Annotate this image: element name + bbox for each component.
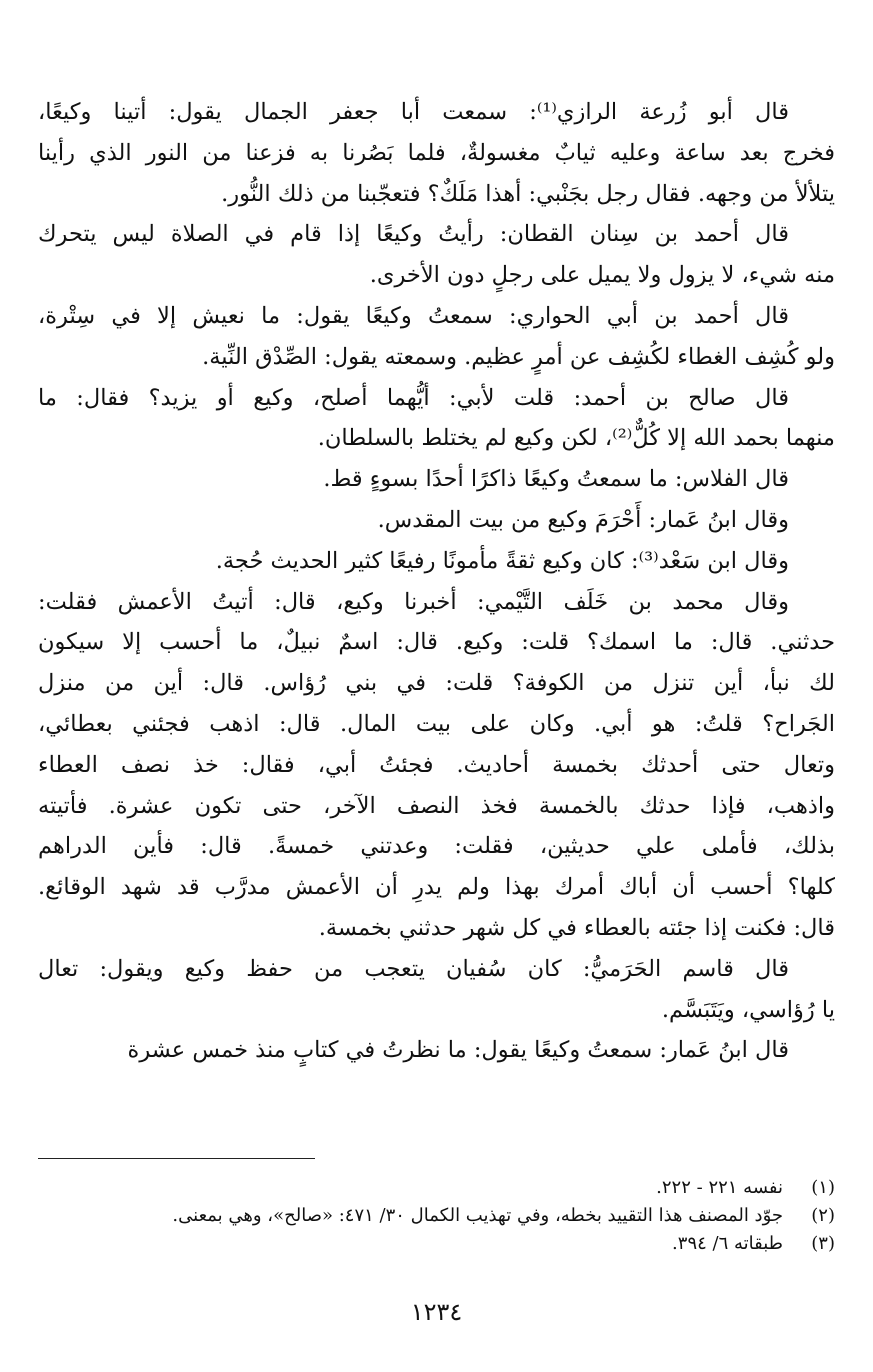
footnote-separator: [38, 1158, 315, 1159]
text-line: قال صالح بن أحمد: قلت لأبي: أيُّهما أصلح، وكيع أو يزيد؟ فقال: ما: [38, 384, 789, 411]
paragraph: [38, 214, 835, 296]
text-line: يتلألأ من وجهه. فقال رجل بجَنْبي: أهذا مَلَكٌ؟ فتعجّبنا من ذلك النُّور.: [221, 180, 835, 207]
text-line: يا رُؤاسي، ويَتَبَسَّم.: [661, 996, 835, 1023]
main-text: [38, 92, 835, 1071]
text-line: قال أبو زُرعة الرازي⁽¹⁾: سمعت أبا جعفر الجمال يقول: أتينا وكيعًا،: [38, 99, 790, 125]
text-line: بذلك، فأملى علي حديثين، فقلت: وعدتني خمسةً. قال: فأين الدراهم: [38, 833, 835, 860]
book-page: [38, 92, 835, 1352]
footnote-number: (٣): [811, 1233, 835, 1254]
text-line: كلها؟ أحسب أن أباك أمرك بهذا ولم يدرِ أن الأعمش مدرَّب قد شهد الوقائع.: [38, 874, 835, 901]
text-line: وقال ابن سَعْد⁽³⁾: كان وكيع ثقةً مأمونًا رفيعًا كثير الحديث حُجة.: [215, 547, 789, 574]
page-number: ١٢٣٤: [410, 1298, 463, 1326]
paragraph: [38, 582, 835, 949]
text-line: الجَراح؟ قلتُ: هو أبي. وكان على بيت المال. قال: اذهب فجئني بعطائي،: [38, 710, 835, 737]
paragraph: [38, 378, 835, 460]
footnote: [38, 1230, 835, 1258]
text-line: قال أحمد بن أبي الحواري: سمعتُ وكيعًا يقول: ما نعيش إلا في سِتْرة،: [38, 302, 789, 329]
footnote: [38, 1174, 835, 1202]
text-line: قال: فكنت إذا جئته بالعطاء في كل شهر حدثني بخمسة.: [318, 914, 835, 941]
text-line: قال أحمد بن سِنان القطان: رأيتُ وكيعًا إذا قام في الصلاة ليس يتحرك: [38, 221, 789, 248]
text-line: منه شيء، لا يزول ولا يميل على رجلٍ دون الأخرى.: [369, 262, 835, 289]
footnote-number: (١): [811, 1177, 835, 1198]
text-line: وتعال حتى أحدثك بخمسة أحاديث. فجئتُ أبي، فقال: خذ نصف العطاء: [38, 751, 835, 778]
text-line: حدثني. قال: ما اسمك؟ قلت: وكيع. قال: اسمٌ نبيلٌ، ما أحسب إلا سيكون: [38, 629, 835, 656]
paragraph: [38, 1030, 835, 1071]
paragraph: [38, 296, 835, 378]
text-line: واذهب، فإذا حدثك بالخمسة فخذ النصف الآخر، حتى تكون عشرة. فأتيته: [38, 792, 835, 819]
footnote-text: نفسه ٢٢١ - ٢٢٢.: [656, 1177, 783, 1198]
text-line: وقال ابنُ عَمار: أَحْرَمَ وكيع من بيت المقدس.: [377, 506, 789, 533]
footnote-text: جوّد المصنف هذا التقييد بخطه، وفي تهذيب الكمال ٣٠/ ٤٧١: «صالح»، وهي بمعنى.: [172, 1205, 783, 1226]
footnotes: [38, 1174, 835, 1258]
text-line: لك نبأ، أين تنزل من الكوفة؟ قلت: في بني رُؤاس. قال: أين من منزل: [38, 670, 835, 697]
text-line: فخرج بعد ساعة وعليه ثيابٌ مغسولةٌ، فلما بَصُرنا به فزعنا من النور الذي رأينا: [38, 139, 835, 166]
text-line: قال الفلاس: ما سمعتُ وكيعًا ذاكرًا أحدًا بسوءٍ قط.: [323, 466, 789, 493]
footnote: [38, 1202, 835, 1230]
paragraph: [38, 459, 835, 500]
text-line: قال ابنُ عَمار: سمعتُ وكيعًا يقول: ما نظرتُ في كتابٍ منذ خمس عشرة: [127, 1037, 789, 1064]
text-line: ولو كُشِف الغطاء لكُشِف عن أمرٍ عظيم. وسمعته يقول: الصِّدْق النِّية.: [202, 343, 835, 370]
text-line: قال قاسم الحَرَميُّ: كان سُفيان يتعجب من حفظ وكيع ويقول: تعال: [38, 955, 789, 982]
footnote-text: طبقاته ٦/ ٣٩٤.: [672, 1233, 783, 1254]
text-line: وقال محمد بن خَلَف التَّيْمي: أخبرنا وكيع، قال: أتيتُ الأعمش فقلت:: [38, 588, 789, 615]
text-line: منهما بحمد الله إلا كُلٌّ⁽²⁾، لكن وكيع لم يختلط بالسلطان.: [317, 425, 835, 452]
paragraph: [38, 949, 835, 1031]
paragraph: [38, 541, 835, 582]
paragraph: [38, 92, 835, 214]
paragraph: [38, 500, 835, 541]
footnote-number: (٢): [811, 1205, 835, 1226]
